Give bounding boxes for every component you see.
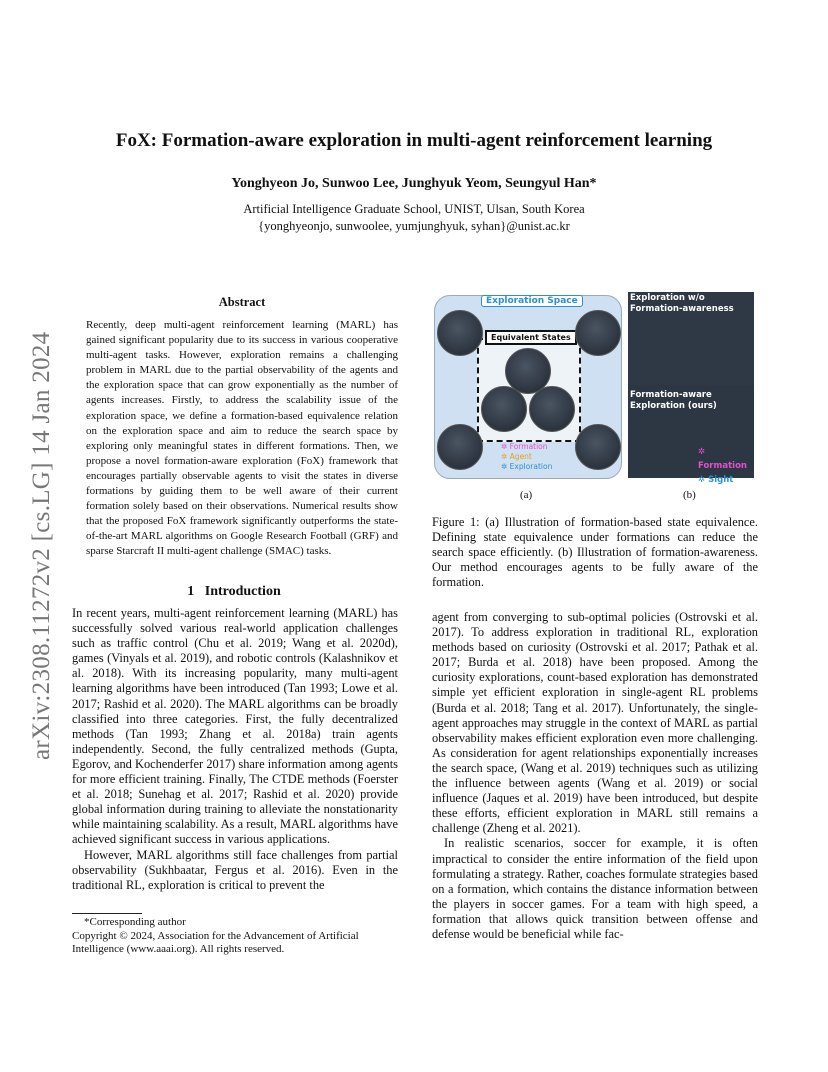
figure-panel-a — [434, 295, 622, 479]
footnote-rule — [72, 913, 142, 914]
legend-item: ✲ Formation — [698, 447, 747, 471]
paragraph: In realistic scenarios, soccer for example, it is often impractical to consider the entire information of the field upon formulating a strategy. Rather, coaches formulate strategies based on a formation, which contains the distance information between the players in soccer games. For a team with high speed, a formation that allows quick transition between offense and defense would be beneficial while fac- — [432, 836, 758, 941]
footnote-block — [72, 916, 398, 957]
legend-item: ✲ Agent — [501, 452, 532, 461]
legend-item: ✲ Exploration — [501, 462, 553, 471]
section-heading — [70, 584, 398, 600]
section-title: Introduction — [204, 584, 281, 599]
subfigure-label-a: (a) — [520, 489, 533, 501]
paragraph: However, MARL algorithms still face challenges from partial observability (Sukhbaatar, Fergus et al. 2016). Even in the traditional RL, exploration is critical to prevent the — [72, 847, 398, 892]
panel-b-top-title: Exploration w/o Formation-awareness — [630, 293, 734, 314]
paper-title: FoX: Formation-aware exploration in multi-agent reinforcement learning — [115, 130, 713, 151]
abstract-text: Recently, deep multi-agent reinforcement learning (MARL) has gained significant popularity due to its success in various cooperative multi-agent tasks. However, exploration remains a challenging problem in MARL due to the partial observability of the agents and the exploration space that can grow exponentially as the number of agents increases. Firstly, to address the scalability issue of the exploration space, we define a formation-based equivalence relation on the exploration space and aim to reduce the search space by exploring only meaningful states in different formations. Then, we propose a novel formation-aware exploration (FoX) framework that encourages partially observable agents to visit the states in diverse formations by guiding them to be well aware of their current formation solely based on their observations. Numerical results show that the proposed FoX framework significantly outperforms the state-of-the-art MARL algorithms on Google Research Football (GRF) and sparse Starcraft II multi-agent challenge (SMAC) tasks. — [86, 319, 398, 558]
paragraph: agent from converging to sub-optimal policies (Ostrovski et al. 2017). To address exploration in traditional RL, exploration methods based on curiosity (Ostrovski et al. 2017; Pathak et al. 2017; Burda et al. 2018) have been proposed. Among the curiosity explorations, count-based exploration has demonstrated simple yet efficient exploration in single-agent RL problems (Burda et al. 2018; Tang et al. 2017). Unfortunately, the single-agent approaches may struggle in the context of MARL as partial observability makes efficient exploration even more challenging. As consideration for agent relationships exponentially increases the search space, (Wang et al. 2019) techniques such as utilizing the influence between agents (Wang et al. 2019) or social influence (Jaques et al. 2019) have been introduced, but despite these efforts, efficient exploration in MARL still remains a challenge (Zheng et al. 2021). — [432, 610, 758, 836]
legend-a — [501, 442, 552, 472]
figure-panel-b-top — [628, 292, 754, 386]
state-image — [437, 424, 483, 470]
state-image — [575, 424, 621, 470]
state-image — [575, 310, 621, 356]
state-image — [529, 386, 575, 432]
arxiv-id: arXiv:2308.11272v2 [cs.LG] 14 Jan 2024 — [28, 331, 55, 760]
abstract-heading: Abstract — [218, 295, 266, 309]
arxiv-stamp — [22, 290, 55, 760]
figure-caption: Figure 1: (a) Illustration of formation-based state equivalence. Defining state equivalence under formations can reduce the search space efficiently. (b) Illustration of formation-awareness. Our method encourages agents to be fully aware of the formation. — [432, 515, 758, 590]
state-image — [437, 310, 483, 356]
exploration-space-label: Exploration Space — [481, 295, 583, 307]
legend-item: ✲ Formation — [501, 442, 548, 451]
paragraph: In recent years, multi-agent reinforcement learning (MARL) has successfully solved various real-world application challenges such as traffic control (Chu et al. 2019; Wang et al. 2020d), games (Vinyals et al. 2019), and robotic controls (Kalashnikov et al. 2018). With its increasing popularity, many multi-agent learning algorithms have been introduced (Tan 1993; Lowe et al. 2017; Rashid et al. 2020). The MARL algorithms can be broadly classified into three categories. First, the fully decentralized methods (Tan 1993; Zhang et al. 2018a) train agents independently. Second, the fully centralized methods (Gupta, Egorov, and Kochenderfer 2017) share information among agents for more efficient training. Finally, The CTDE methods (Foerster et al. 2018; Sunehag et al. 2017; Rashid et al. 2020) provide global information during training to alleviate the nonstationarity while maintaining scalability. As a result, MARL algorithms have achieved significant success in various applications. — [72, 606, 398, 847]
section-number: 1 — [187, 584, 195, 599]
emails: {yonghyeonjo, sunwoolee, yumjunghyuk, syhan}@unist.ac.kr — [258, 219, 570, 233]
footnote-copyright: Copyright © 2024, Association for the Advancement of Artificial Intelligence (www.aaai.org). All rights reserved. — [72, 929, 359, 955]
state-image — [481, 386, 527, 432]
legend-item: ✲ Sight — [698, 475, 734, 485]
subfigure-label-b: (b) — [683, 489, 696, 501]
legend-b — [698, 445, 754, 487]
author-list: Yonghyeon Jo, Sunwoo Lee, Junghyuk Yeom, Seungyul Han* — [231, 176, 597, 191]
footnote-corresponding: *Corresponding author — [84, 916, 186, 928]
affiliation: Artificial Intelligence Graduate School, UNIST, Ulsan, South Korea — [243, 202, 585, 216]
right-column-body — [432, 610, 758, 942]
panel-b-bottom-title: Formation-aware Exploration (ours) — [630, 390, 717, 411]
figure-panel-b-bottom — [628, 385, 754, 485]
equivalent-states-label: Equivalent States — [485, 330, 577, 345]
affiliation-block — [0, 201, 828, 235]
left-column-body — [72, 606, 398, 893]
